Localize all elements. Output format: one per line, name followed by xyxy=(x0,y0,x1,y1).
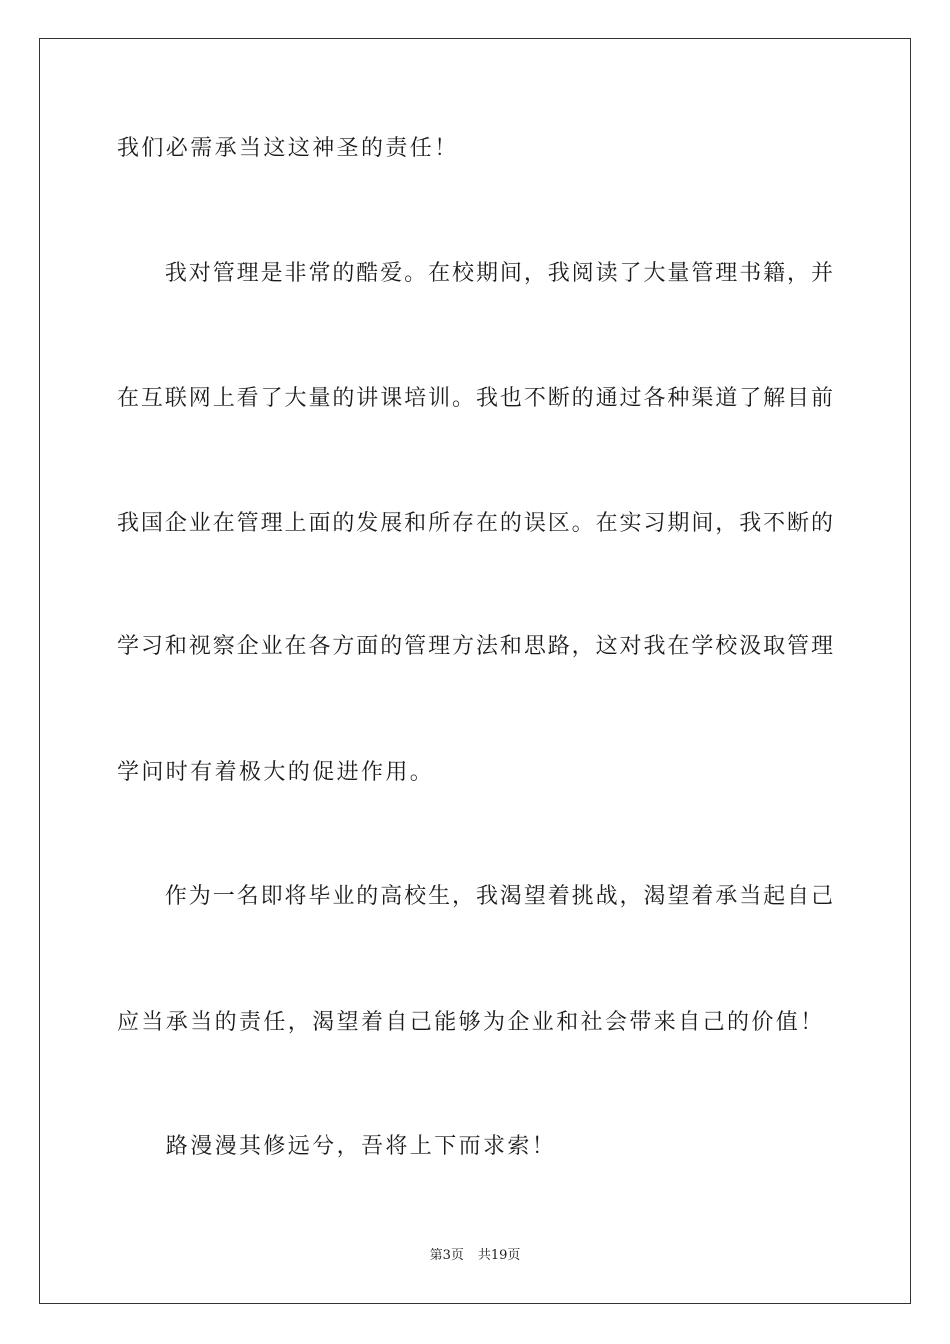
page-number: 第3页 xyxy=(429,1248,464,1263)
paragraph-line: 路漫漫其修远兮，吾将上下而求索！ xyxy=(117,1134,557,1159)
paragraph-line: 应当承当的责任，渴望着自己能够为企业和社会带来自己的价值！ xyxy=(117,1010,825,1035)
paragraph-line: 我对管理是非常的酷爱。在校期间，我阅读了大量管理书籍，并 xyxy=(117,261,833,286)
page-frame xyxy=(39,38,911,1304)
paragraph-line: 在互联网上看了大量的讲课培训。我也不断的通过各种渠道了解目前 xyxy=(117,386,833,411)
paragraph-line: 我们必需承当这这神圣的责任！ xyxy=(117,136,459,161)
page-footer xyxy=(0,1247,950,1265)
paragraph-line: 我国企业在管理上面的发展和所存在的误区。在实习期间，我不断的 xyxy=(117,511,833,536)
paragraph-line: 作为一名即将毕业的高校生，我渴望着挑战，渴望着承当起自己 xyxy=(117,884,833,909)
paragraph-line: 学问时有着极大的促进作用。 xyxy=(117,760,435,785)
paragraph-line: 学习和视察企业在各方面的管理方法和思路，这对我在学校汲取管理 xyxy=(117,634,833,659)
total-pages: 共19页 xyxy=(477,1248,521,1263)
